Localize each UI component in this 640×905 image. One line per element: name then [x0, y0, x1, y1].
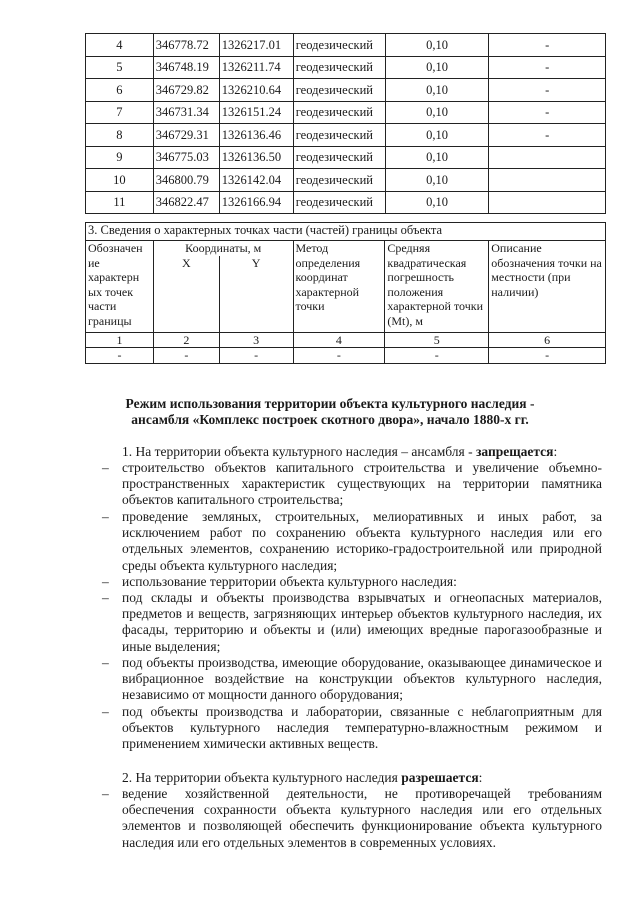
coordinate-cell-method: геодезический — [293, 79, 385, 102]
coordinate-cell-x: 346731.34 — [153, 101, 219, 124]
column-numbers-row — [86, 332, 606, 348]
coordinate-cell-desc — [489, 146, 606, 169]
list-bullet: – — [102, 655, 109, 670]
header-description: Описание обозначения точки на местности (при наличии) — [489, 241, 606, 333]
coordinate-cell-desc: - — [489, 124, 606, 147]
empty-cell: - — [385, 348, 489, 364]
header-x: X — [153, 256, 219, 333]
header-designation: Обозначен ие характерн ых точек части границы — [86, 241, 154, 333]
coordinate-row — [86, 101, 606, 124]
coordinate-cell-accuracy: 0,10 — [385, 79, 489, 102]
header-method: Метод определения координат характерной точки — [293, 241, 385, 333]
column-number-cell: 2 — [153, 332, 219, 348]
coordinate-cell-n: 5 — [86, 56, 154, 79]
coordinate-cell-method: геодезический — [293, 34, 385, 57]
coordinate-cell-accuracy: 0,10 — [385, 34, 489, 57]
header-y: Y — [219, 256, 293, 333]
coordinate-row — [86, 124, 606, 147]
header-coordinates: Координаты, м — [153, 241, 293, 256]
list-item: под склады и объекты производства взрывчатых и огнеопасных материалов, предметов и веществ, загрязняющих интерьер объектов культурного наследия, их фасады, территорию и объекты и (или) имеющих вредные парогазообразные и иные выделения; — [122, 590, 602, 654]
coordinate-cell-desc — [489, 191, 606, 214]
coordinate-cell-x: 346729.82 — [153, 79, 219, 102]
coordinate-cell-y: 1326151.24 — [219, 101, 293, 124]
column-number-cell: 1 — [86, 332, 154, 348]
coordinate-cell-x: 346748.19 — [153, 56, 219, 79]
coordinate-row — [86, 56, 606, 79]
coordinate-cell-method: геодезический — [293, 191, 385, 214]
coordinate-cell-method: геодезический — [293, 169, 385, 192]
list-item: использование территории объекта культурного наследия: — [122, 574, 457, 589]
coordinate-cell-x: 346800.79 — [153, 169, 219, 192]
regime-heading-line-2: ансамбля «Комплекс построек скотного двора», начало 1880-х гг. — [131, 412, 529, 427]
coordinate-cell-y: 1326166.94 — [219, 191, 293, 214]
coordinate-cell-x: 346778.72 — [153, 34, 219, 57]
empty-data-row — [86, 348, 606, 364]
coordinate-cell-desc: - — [489, 56, 606, 79]
coordinate-cell-y: 1326210.64 — [219, 79, 293, 102]
part-boundary-points-table — [85, 222, 606, 364]
coordinate-cell-y: 1326136.46 — [219, 124, 293, 147]
coordinate-row — [86, 146, 606, 169]
parts-section-title: 3. Сведения о характерных точках части (частей) границы объекта — [86, 223, 606, 241]
section-2-intro: 2. На территории объекта культурного наследия разрешается: — [122, 770, 483, 785]
coordinate-cell-n: 11 — [86, 191, 154, 214]
coordinate-cell-method: геодезический — [293, 146, 385, 169]
coordinate-cell-n: 8 — [86, 124, 154, 147]
coordinate-cell-desc: - — [489, 79, 606, 102]
column-number-cell: 6 — [489, 332, 606, 348]
regime-heading-line-1: Режим использования территории объекта культурного наследия - — [125, 396, 535, 411]
empty-cell: - — [219, 348, 293, 364]
coordinate-cell-accuracy: 0,10 — [385, 146, 489, 169]
column-number-cell: 5 — [385, 332, 489, 348]
coordinate-cell-accuracy: 0,10 — [385, 56, 489, 79]
coordinate-row — [86, 191, 606, 214]
list-item: ведение хозяйственной деятельности, не противоречащей требованиям обеспечения сохранности объекта культурного наследия или его отдельных элементов и позволяющей обеспечить функционирование объекта культурного наследия или его отдельных элементов в современных условиях. — [122, 786, 602, 850]
coordinate-cell-desc: - — [489, 101, 606, 124]
list-item: проведение земляных, строительных, мелиоративных и иных работ, за исключением работ по сохранению объекта культурного наследия или его отдельных элементов, сохранению историко-градостроительной или природной среды объекта культурного наследия; — [122, 509, 602, 573]
coordinate-cell-accuracy: 0,10 — [385, 124, 489, 147]
list-item: под объекты производства и лаборатории, связанные с неблагоприятным для объектов культурного наследия температурно-влажностным режимом и применением химически активных веществ. — [122, 704, 602, 752]
coordinate-cell-accuracy: 0,10 — [385, 191, 489, 214]
coordinate-cell-y: 1326142.04 — [219, 169, 293, 192]
coordinate-cell-method: геодезический — [293, 56, 385, 79]
list-bullet: – — [102, 460, 109, 475]
coordinate-cell-accuracy: 0,10 — [385, 169, 489, 192]
coordinate-cell-method: геодезический — [293, 101, 385, 124]
coordinate-row — [86, 34, 606, 57]
coordinate-cell-x: 346775.03 — [153, 146, 219, 169]
coordinate-cell-n: 9 — [86, 146, 154, 169]
section-1-intro: 1. На территории объекта культурного наследия – ансамбля - запрещается: — [122, 444, 558, 459]
list-bullet: – — [102, 590, 109, 605]
coordinate-cell-y: 1326217.01 — [219, 34, 293, 57]
empty-cell: - — [489, 348, 606, 364]
column-number-cell: 3 — [219, 332, 293, 348]
empty-cell: - — [153, 348, 219, 364]
coordinate-row — [86, 169, 606, 192]
list-bullet: – — [102, 704, 109, 719]
coordinate-cell-x: 346822.47 — [153, 191, 219, 214]
coordinate-cell-desc — [489, 169, 606, 192]
list-item: строительство объектов капитального строительства и увеличение объемно-пространственных характеристик существующих на территории памятника объектов капитального строительства; — [122, 460, 602, 508]
empty-cell: - — [86, 348, 154, 364]
list-bullet: – — [102, 574, 109, 589]
list-bullet: – — [102, 509, 109, 524]
header-accuracy: Средняя квадратическая погрешность положения характерной точки (Mt), м — [385, 241, 489, 333]
coordinate-cell-y: 1326211.74 — [219, 56, 293, 79]
coordinate-cell-n: 10 — [86, 169, 154, 192]
coordinate-row — [86, 79, 606, 102]
coordinate-cell-accuracy: 0,10 — [385, 101, 489, 124]
coordinate-cell-n: 7 — [86, 101, 154, 124]
empty-cell: - — [293, 348, 385, 364]
column-number-cell: 4 — [293, 332, 385, 348]
coordinate-cell-x: 346729.31 — [153, 124, 219, 147]
coordinate-cell-n: 6 — [86, 79, 154, 102]
coordinate-cell-y: 1326136.50 — [219, 146, 293, 169]
coordinate-cell-method: геодезический — [293, 124, 385, 147]
coordinates-table — [85, 33, 606, 214]
list-bullet: – — [102, 786, 109, 801]
coordinate-cell-n: 4 — [86, 34, 154, 57]
list-item: под объекты производства, имеющие оборудование, оказывающее динамическое и вибрационное воздействие на конструкции объектов культурного наследия, независимо от мощности данного оборудования; — [122, 655, 602, 703]
coordinate-cell-desc: - — [489, 34, 606, 57]
